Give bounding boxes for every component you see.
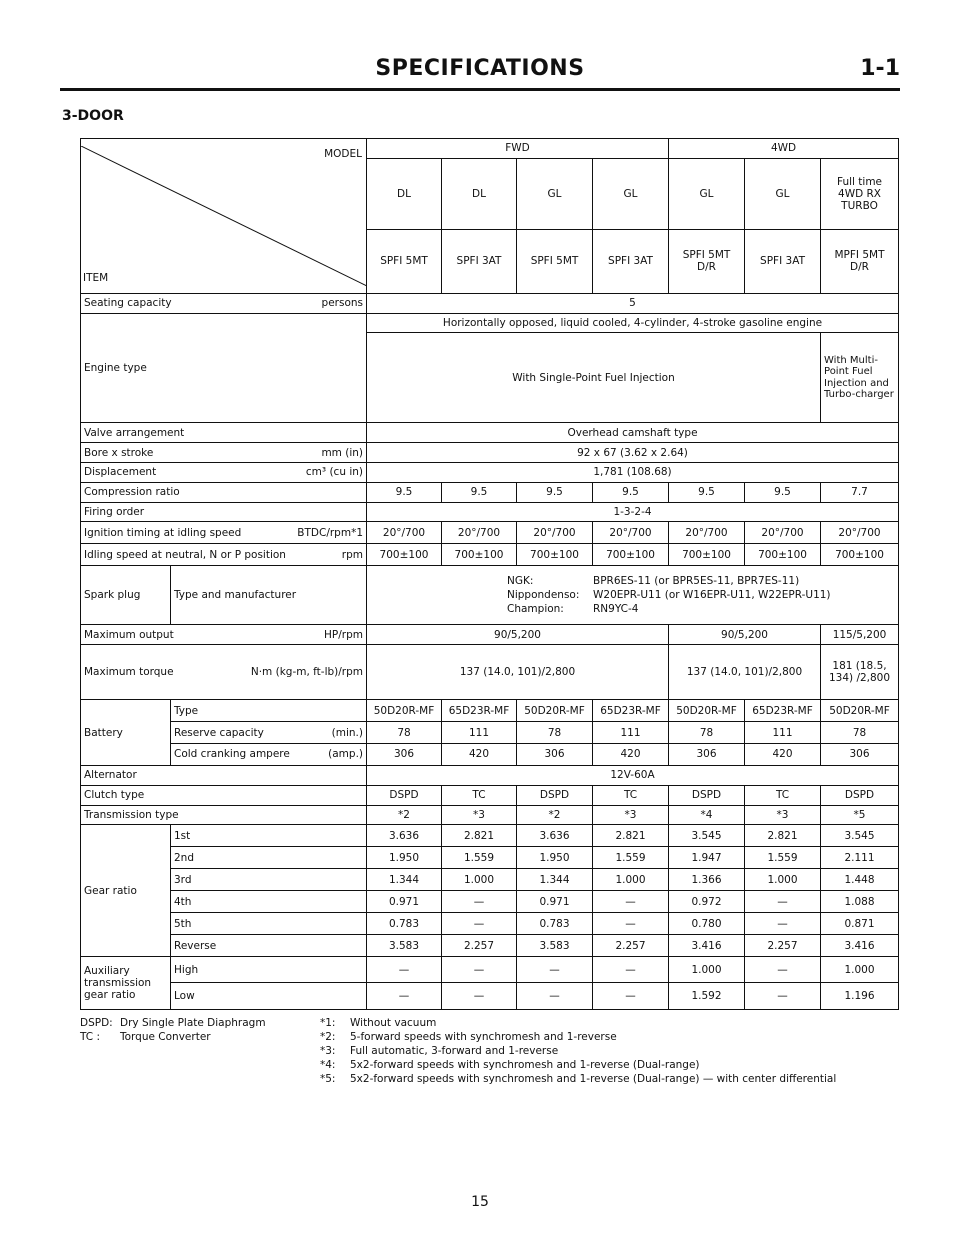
value-cell: 1.950 [517,847,593,869]
row-sublabel: Type [171,700,367,722]
value-cell: 1.088 [821,891,899,913]
row-unit: (min.) [331,726,363,739]
value-cell: 20°/700 [442,522,517,544]
row-label: Maximum output [84,628,174,641]
legend-text: Torque Converter [120,1031,211,1043]
value-cell: 111 [745,722,821,744]
row-unit: BTDC/rpm*1 [297,526,363,539]
value-cell: 2.111 [821,847,899,869]
value-cell: 700±100 [745,544,821,566]
value-cell: 78 [669,722,745,744]
value-cell: With Single-Point Fuel Injection [367,333,821,423]
value-cell: 2.257 [442,935,517,957]
value-cell: TC [442,785,517,805]
legend-item [80,1030,320,1044]
value-cell: 20°/700 [517,522,593,544]
footnote-text: 5x2-forward speeds with synchromesh and 1-reverse (Dual-range) — with center differential [350,1073,837,1085]
row-gear-5th [81,913,899,935]
value-cell: *5 [821,805,899,825]
legend-key: DSPD: [80,1017,113,1029]
value-cell: 9.5 [745,482,821,502]
row-sublabel: Type and manufacturer [171,566,367,625]
value-cell: — [442,913,517,935]
page-number: 15 [471,1194,489,1210]
value-cell: — [442,957,517,983]
value-cell: 1.196 [821,983,899,1010]
value-cell: 50D20R-MF [821,700,899,722]
variant-cell: SPFI 3AT [442,229,517,293]
row-unit: HP/rpm [324,628,363,641]
footnote [320,1058,960,1072]
trim-cell: GL [669,158,745,229]
value-cell: 1.559 [593,847,669,869]
row-sublabel: Low [171,983,367,1010]
value-cell: 78 [821,722,899,744]
trim-cell: DL [442,158,517,229]
row-unit: N·m (kg-m, ft-lb)/rpm [250,666,363,679]
value-cell: 700±100 [593,544,669,566]
row-compression [81,482,899,502]
nippondenso-value: W20EPR-U11 (or W16EPR-U11, W22EPR-U11) [593,589,831,602]
value-cell: 9.5 [442,482,517,502]
footnote-text: Full automatic, 3-forward and 1-reverse [350,1045,559,1057]
legend-item [80,1016,320,1030]
value-cell: 7.7 [821,482,899,502]
value-cell: 1.000 [593,869,669,891]
champion-value: RN9YC-4 [593,603,639,616]
row-aux-low [81,983,899,1010]
value-cell: 50D20R-MF [669,700,745,722]
row-gear-4th [81,891,899,913]
value-cell: 1.000 [669,957,745,983]
diagonal-divider [81,146,367,286]
row-gear-2nd [81,847,899,869]
row-label: Bore x stroke [84,446,154,459]
legend-text: Dry Single Plate Diaphragm [120,1017,266,1029]
row-battery-cca [81,744,899,766]
value-cell: 65D23R-MF [442,700,517,722]
value-cell: 90/5,200 [367,625,669,645]
row-engine-type [81,313,899,333]
value-cell: 3.545 [669,825,745,847]
row-label: Firing order [81,502,367,522]
value-cell: 700±100 [367,544,442,566]
value-cell: 1,781 (108.68) [367,462,899,482]
value-cell: *3 [442,805,517,825]
row-max-torque [81,645,899,700]
value-cell: 20°/700 [669,522,745,544]
value-cell: 1.559 [745,847,821,869]
row-label: Engine type [81,313,367,423]
variant-cell: SPFI 5MT [367,229,442,293]
row-alternator [81,766,899,786]
value-cell: *2 [367,805,442,825]
row-sublabel: 3rd [171,869,367,891]
value-cell: 1.000 [745,869,821,891]
corner-item-label: ITEM [83,271,109,284]
row-transmission [81,805,899,825]
value-cell: 90/5,200 [669,625,821,645]
value-cell: 9.5 [517,482,593,502]
row-unit: (amp.) [328,748,363,761]
footnote [320,1030,960,1044]
value-cell: 137 (14.0, 101)/2,800 [669,645,821,700]
value-cell: 2.257 [593,935,669,957]
value-cell: — [593,957,669,983]
value-cell: 700±100 [517,544,593,566]
row-clutch [81,785,899,805]
row-max-output [81,625,899,645]
header-rule [60,88,900,91]
value-cell: — [517,983,593,1010]
value-cell: DSPD [517,785,593,805]
row-gear-3rd [81,869,899,891]
value-cell: 111 [593,722,669,744]
footnote-key: *1: [320,1017,336,1029]
value-cell: 115/5,200 [821,625,899,645]
value-cell: Overhead camshaft type [367,423,899,443]
ngk-value: BPR6ES-11 (or BPR5ES-11, BPR7ES-11) [593,575,800,588]
row-sublabel: 1st [171,825,367,847]
value-cell: 3.545 [821,825,899,847]
value-cell: With Multi-Point Fuel Injection and Turbo-charger [821,333,899,423]
ngk-key: NGK: [507,575,534,588]
row-spark-plug [81,566,899,625]
value-cell: 420 [442,744,517,766]
footnote-text: Without vacuum [350,1017,437,1029]
value-cell: 0.783 [367,913,442,935]
value-cell: TC [745,785,821,805]
footnotes [320,1016,960,1086]
value-cell: *2 [517,805,593,825]
row-label: Compression ratio [81,482,367,502]
trim-cell: GL [517,158,593,229]
group-4wd: 4WD [669,139,899,159]
value-cell: 0.971 [367,891,442,913]
value-cell: 65D23R-MF [593,700,669,722]
row-label: Battery [81,700,171,766]
footnote-key: *3: [320,1045,336,1057]
value-cell: 0.783 [517,913,593,935]
page-reference: 1-1 [860,56,900,81]
row-aux-high [81,957,899,983]
value-cell: DSPD [367,785,442,805]
value-cell: 92 x 67 (3.62 x 2.64) [367,443,899,463]
row-sublabel: 2nd [171,847,367,869]
value-cell: 700±100 [442,544,517,566]
value-cell: 1.366 [669,869,745,891]
row-label: Ignition timing at idling speed [84,526,242,539]
row-unit: mm (in) [321,446,363,459]
value-cell: 65D23R-MF [745,700,821,722]
row-sublabel: Cold cranking ampere [174,748,290,761]
value-cell: 420 [745,744,821,766]
footnote [320,1016,960,1030]
variant-cell: SPFI 3AT [593,229,669,293]
row-label: Clutch type [81,785,367,805]
value-cell: *4 [669,805,745,825]
value-cell: 3.636 [517,825,593,847]
row-valve [81,423,899,443]
row-unit: cm³ (cu in) [305,466,363,479]
footnote-key: *2: [320,1031,336,1043]
champion-key: Champion: [507,603,564,616]
value-cell: — [745,913,821,935]
row-label: Gear ratio [81,825,171,957]
value-cell: 20°/700 [593,522,669,544]
row-label: Auxiliary transmission gear ratio [81,957,171,1010]
spark-plug-values [367,566,899,625]
value-cell: 2.821 [745,825,821,847]
value-cell: — [442,983,517,1010]
value-cell: 137 (14.0, 101)/2,800 [367,645,669,700]
row-label: Valve arrangement [81,423,367,443]
value-cell: 1.950 [367,847,442,869]
row-label: Idling speed at neutral, N or P position [84,548,286,561]
page-title: SPECIFICATIONS [375,56,585,81]
row-label: Maximum torque [84,666,174,679]
value-cell: 3.583 [517,935,593,957]
value-cell: 20°/700 [745,522,821,544]
row-firing [81,502,899,522]
value-cell: 50D20R-MF [367,700,442,722]
value-cell: Horizontally opposed, liquid cooled, 4-cylinder, 4-stroke gasoline engine [367,313,899,333]
nippondenso-key: Nippondenso: [507,589,580,602]
value-cell: *3 [745,805,821,825]
row-battery-type [81,700,899,722]
row-label: Seating capacity [84,297,172,310]
corner-model-label: MODEL [324,147,362,160]
trim-cell: GL [593,158,669,229]
row-gear-reverse [81,935,899,957]
value-cell: 78 [517,722,593,744]
value-cell: — [367,957,442,983]
value-cell: 306 [821,744,899,766]
value-cell: 20°/700 [821,522,899,544]
footnote-key: *4: [320,1059,336,1071]
value-cell: 0.972 [669,891,745,913]
value-cell: 2.821 [593,825,669,847]
trim-cell: Full time 4WD RX TURBO [821,158,899,229]
section-title: 3-DOOR [62,108,124,124]
row-gear-1st [81,825,899,847]
row-unit: persons [321,297,363,310]
value-cell: — [517,957,593,983]
value-cell: — [593,891,669,913]
footnote-key: *5: [320,1073,336,1085]
value-cell: 0.871 [821,913,899,935]
row-sublabel: 5th [171,913,367,935]
value-cell: 306 [517,744,593,766]
legend [80,1016,320,1044]
value-cell: 0.780 [669,913,745,935]
row-ignition [81,522,899,544]
value-cell: 3.416 [821,935,899,957]
value-cell: 12V-60A [367,766,899,786]
row-bore [81,443,899,463]
variant-cell: SPFI 3AT [745,229,821,293]
row-sublabel: High [171,957,367,983]
value-cell: 306 [669,744,745,766]
footnote [320,1072,960,1086]
value-cell: 1.344 [367,869,442,891]
value-cell: — [442,891,517,913]
value-cell: — [745,891,821,913]
value-cell: 9.5 [367,482,442,502]
row-label: Transmission type [81,805,367,825]
model-item-corner [81,139,367,294]
footnote [320,1044,960,1058]
value-cell: 1-3-2-4 [367,502,899,522]
variant-cell: SPFI 5MT D/R [669,229,745,293]
value-cell: *3 [593,805,669,825]
value-cell: 700±100 [821,544,899,566]
value-cell: 20°/700 [367,522,442,544]
value-cell: 700±100 [669,544,745,566]
value-cell: 2.257 [745,935,821,957]
variant-cell: MPFI 5MT D/R [821,229,899,293]
value-cell: 50D20R-MF [517,700,593,722]
value-cell: 5 [367,293,899,313]
row-label: Spark plug [81,566,171,625]
value-cell: 9.5 [593,482,669,502]
row-battery-reserve [81,722,899,744]
value-cell: — [745,957,821,983]
value-cell: 1.448 [821,869,899,891]
value-cell: 0.971 [517,891,593,913]
value-cell: 1.947 [669,847,745,869]
value-cell: 111 [442,722,517,744]
value-cell: DSPD [821,785,899,805]
legend-key: TC : [80,1031,101,1043]
footnote-text: 5-forward speeds with synchromesh and 1-reverse [350,1031,617,1043]
row-idle [81,544,899,566]
group-fwd: FWD [367,139,669,159]
row-label: Displacement [84,466,157,479]
value-cell: — [593,913,669,935]
value-cell: TC [593,785,669,805]
value-cell: — [367,983,442,1010]
spec-table [80,138,899,1010]
value-cell: 420 [593,744,669,766]
value-cell: 1.559 [442,847,517,869]
row-sublabel: Reserve capacity [174,726,264,739]
row-displacement [81,462,899,482]
row-unit: rpm [341,548,363,561]
value-cell: 9.5 [669,482,745,502]
value-cell: 2.821 [442,825,517,847]
variant-cell: SPFI 5MT [517,229,593,293]
row-sublabel: 4th [171,891,367,913]
value-cell: 1.000 [821,957,899,983]
row-label: Alternator [81,766,367,786]
trim-cell: GL [745,158,821,229]
value-cell: 1.344 [517,869,593,891]
value-cell: 3.416 [669,935,745,957]
value-cell: 306 [367,744,442,766]
value-cell: — [593,983,669,1010]
value-cell: DSPD [669,785,745,805]
value-cell: 1.592 [669,983,745,1010]
trim-cell: DL [367,158,442,229]
row-seating [81,293,899,313]
value-cell: — [745,983,821,1010]
value-cell: 3.636 [367,825,442,847]
value-cell: 3.583 [367,935,442,957]
row-sublabel: Reverse [171,935,367,957]
value-cell: 78 [367,722,442,744]
value-cell: 1.000 [442,869,517,891]
value-cell: 181 (18.5, 134) /2,800 [821,645,899,700]
footnote-text: 5x2-forward speeds with synchromesh and 1-reverse (Dual-range) [350,1059,700,1071]
